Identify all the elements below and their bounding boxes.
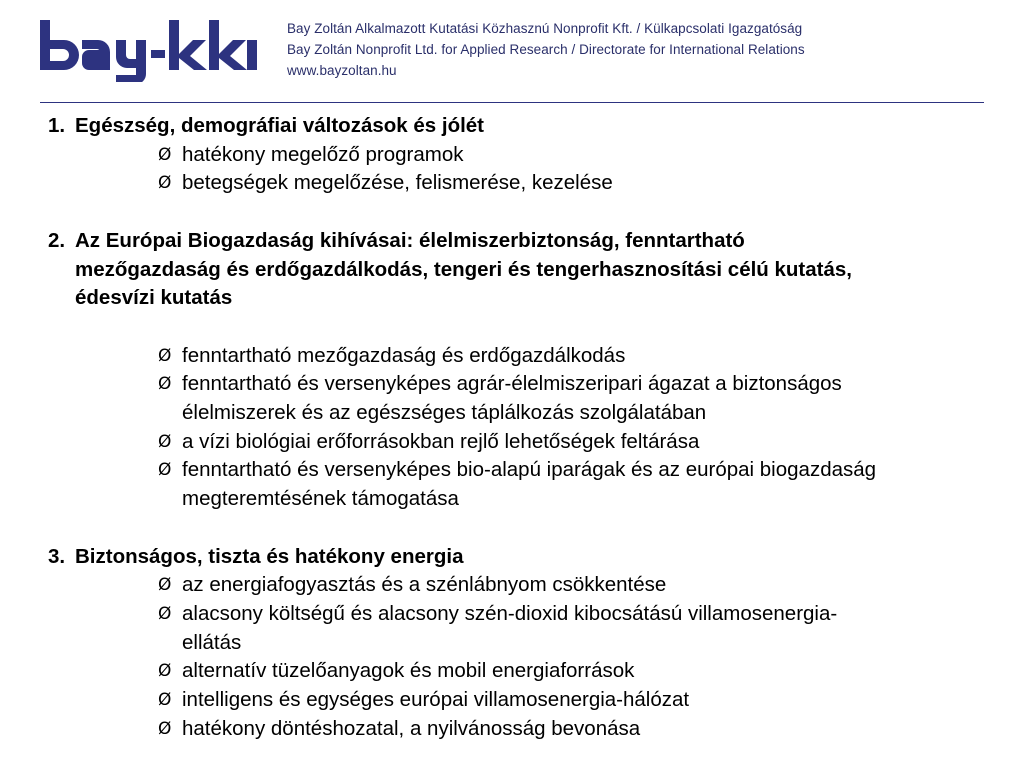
bullet-item bbox=[48, 456, 1008, 485]
bullet-item bbox=[48, 657, 1008, 686]
section-heading bbox=[48, 112, 1008, 141]
bullet-item bbox=[48, 141, 1008, 170]
section-title: Egészség, demográfiai változások és jólét bbox=[75, 114, 485, 137]
bullet-text: alternatív tüzelőanyagok és mobil energiaforrások bbox=[182, 659, 635, 683]
section-1 bbox=[48, 112, 1008, 198]
bullet-text: a vízi biológiai erőforrásokban rejlő lehetőségek feltárása bbox=[182, 429, 700, 453]
bullet-text-continued: megteremtésének támogatása bbox=[182, 487, 459, 511]
bullet-text: fenntartható és versenyképes agrár-élelmiszeripari ágazat a biztonságos bbox=[182, 372, 842, 396]
org-name-hu: Bay Zoltán Alkalmazott Kutatási Közhasznú Nonprofit Kft. / Külkapcsolati Igazgatóság bbox=[287, 21, 803, 36]
bullet-text: hatékony megelőző programok bbox=[182, 142, 464, 166]
arrow-bullet-icon: Ø bbox=[158, 173, 172, 194]
bullet-item bbox=[48, 571, 1008, 600]
org-name-en: Bay Zoltán Nonprofit Ltd. for Applied Research / Directorate for International Relations bbox=[287, 42, 805, 57]
section-3 bbox=[48, 543, 1008, 744]
section-2 bbox=[48, 227, 1008, 514]
bullet-text: alacsony költségű és alacsony szén-dioxid kibocsátású villamosenergia- bbox=[182, 601, 838, 625]
section-spacer bbox=[48, 313, 1008, 342]
arrow-bullet-icon: Ø bbox=[158, 690, 172, 711]
section-heading-continued: édesvízi kutatás bbox=[75, 286, 233, 310]
bullet-text: betegségek megelőzése, felismerése, kezelése bbox=[182, 171, 613, 195]
section-spacer bbox=[48, 514, 1008, 543]
section-title: Az Európai Biogazdaság kihívásai: élelmiszerbiztonság, fenntartható bbox=[75, 228, 745, 252]
bullet-item bbox=[48, 686, 1008, 715]
section-spacer bbox=[48, 198, 1008, 227]
arrow-bullet-icon: Ø bbox=[158, 661, 172, 682]
arrow-bullet-icon: Ø bbox=[158, 374, 172, 395]
section-title: Biztonságos, tiszta és hatékony energia bbox=[75, 544, 464, 568]
section-heading bbox=[48, 543, 1008, 572]
document-body bbox=[48, 112, 1008, 743]
arrow-bullet-icon: Ø bbox=[158, 718, 172, 739]
bullet-text-continued: élelmiszerek és az egészséges táplálkozás szolgálatában bbox=[182, 401, 707, 424]
section-number: 2. bbox=[48, 228, 66, 252]
bullet-item bbox=[48, 715, 1008, 744]
section-heading-continued: mezőgazdaság és erdőgazdálkodás, tengeri és tengerhasznosítási célú kutatás, bbox=[75, 257, 852, 281]
organization-header bbox=[287, 18, 805, 81]
bullet-text-continued: ellátás bbox=[182, 630, 242, 654]
arrow-bullet-icon: Ø bbox=[158, 144, 172, 165]
bullet-text: hatékony döntéshozatal, a nyilvánosság bevonása bbox=[182, 716, 641, 740]
bullet-item bbox=[48, 169, 1008, 198]
bullet-item bbox=[48, 600, 1008, 629]
bullet-text: az energiafogyasztás és a szénlábnyom csökkentése bbox=[182, 573, 667, 597]
bullet-item bbox=[48, 370, 1008, 399]
bullet-text: intelligens és egységes európai villamosenergia-hálózat bbox=[182, 688, 690, 712]
arrow-bullet-icon: Ø bbox=[158, 575, 172, 596]
arrow-bullet-icon: Ø bbox=[158, 345, 172, 366]
bay-kki-logo bbox=[38, 14, 260, 82]
bullet-item bbox=[48, 342, 1008, 371]
website-link[interactable]: www.bayzoltan.hu bbox=[287, 63, 397, 78]
bullet-text: fenntartható és versenyképes bio-alapú iparágak és az európai biogazdaság bbox=[182, 458, 877, 482]
section-number: 1. bbox=[48, 114, 66, 137]
bullet-item bbox=[48, 428, 1008, 457]
section-heading bbox=[48, 227, 1008, 256]
header-divider bbox=[40, 102, 984, 103]
arrow-bullet-icon: Ø bbox=[158, 460, 172, 481]
section-number: 3. bbox=[48, 544, 66, 568]
bullet-text: fenntartható mezőgazdaság és erdőgazdálkodás bbox=[182, 343, 626, 367]
arrow-bullet-icon: Ø bbox=[158, 431, 172, 452]
arrow-bullet-icon: Ø bbox=[158, 603, 172, 624]
